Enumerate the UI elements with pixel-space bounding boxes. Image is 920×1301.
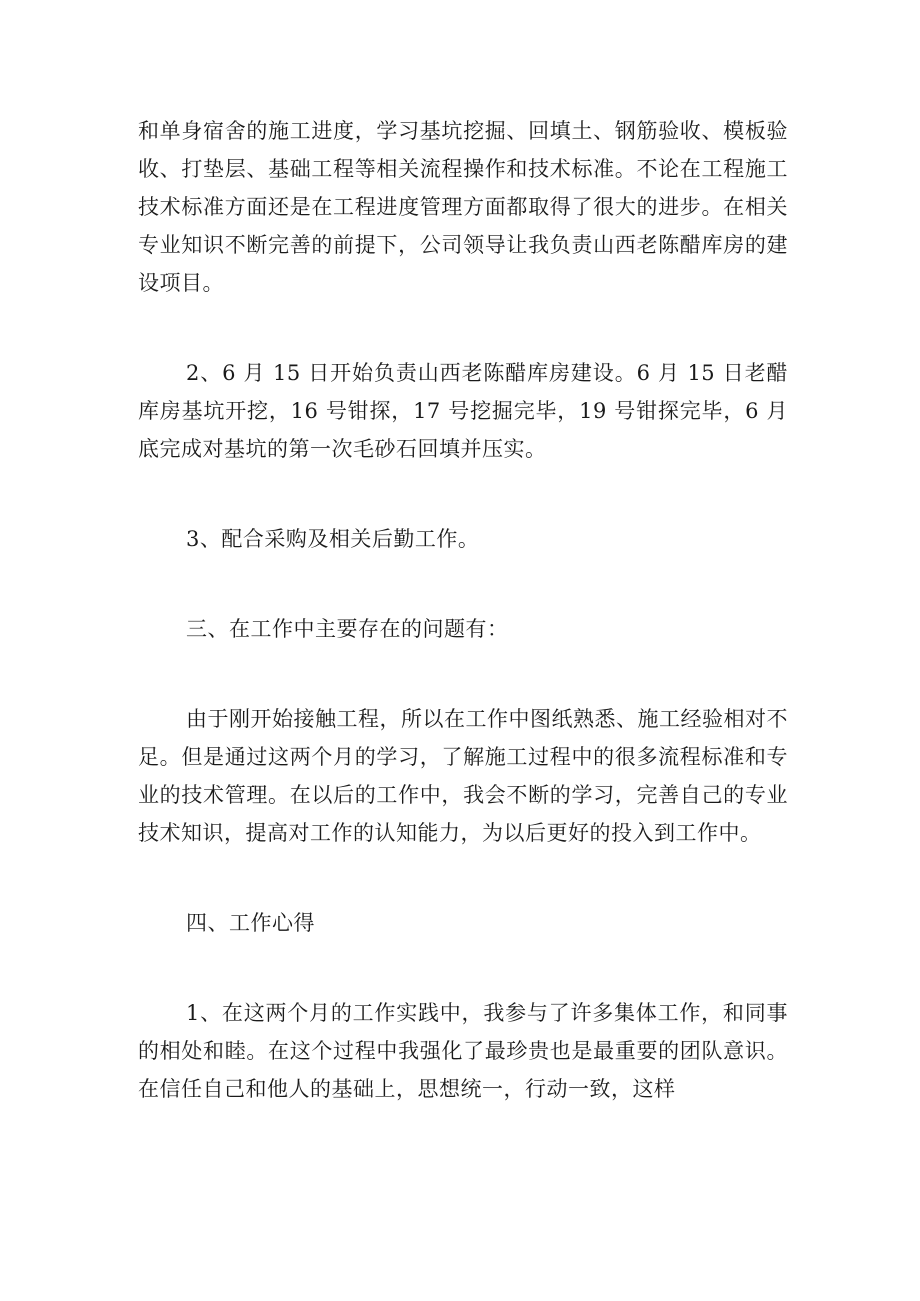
paragraph-item-2: 2、6 月 15 日开始负责山西老陈醋库房建设。6 月 15 日老醋库房基坑开挖，16 号钳探，17 号挖掘完毕，19 号钳探完毕，6 月底完成对基坑的第一次毛砂石回填并压实。 <box>138 361 788 461</box>
paragraph-gap <box>138 558 788 610</box>
paragraph-experience-1: 1、在这两个月的工作实践中，我参与了许多集体工作，和同事的相处和睦。在这个过程中我强化了最珍贵也是最重要的团队意识。在信任自己和他人的基础上，思想统一，行动一致，这样 <box>138 1001 788 1101</box>
section-heading-experience: 四、工作心得 <box>186 911 315 935</box>
paragraph-gap <box>138 942 788 994</box>
paragraph-gap <box>138 468 788 520</box>
document-body <box>138 112 788 1108</box>
paragraph-continued-progress: 和单身宿舍的施工进度，学习基坑挖掘、回填土、钢筋验收、模板验收、打垫层、基础工程等相关流程操作和技术标准。不论在工程施工技术标准方面还是在工程进度管理方面都取得了很大的进步。在相关专业知识不断完善的前提下，公司领导让我负责山西老陈醋库房的建设项目。 <box>138 119 788 295</box>
paragraph-problems: 由于刚开始接触工程，所以在工作中图纸熟悉、施工经验相对不足。但是通过这两个月的学习，了解施工过程中的很多流程标准和专业的技术管理。在以后的工作中，我会不断的学习，完善自己的专业技术知识，提高对工作的认知能力，为以后更好的投入到工作中。 <box>138 707 788 845</box>
paragraph-item-3: 3、配合采购及相关后勤工作。 <box>186 527 480 551</box>
paragraph-gap <box>138 852 788 904</box>
paragraph-gap <box>138 302 788 354</box>
section-heading-problems: 三、在工作中主要存在的问题有： <box>186 617 509 641</box>
paragraph-gap <box>138 648 788 700</box>
